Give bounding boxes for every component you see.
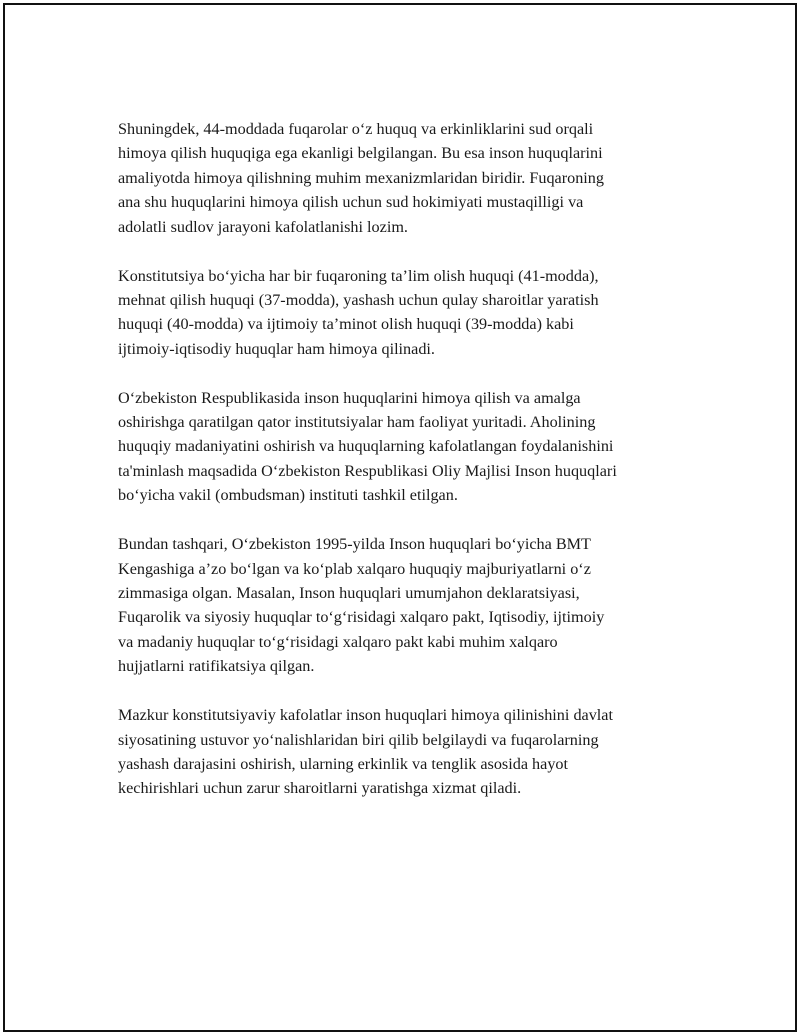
paragraph-3: O‘zbekiston Respublikasida inson huquqlarini himoya qilish va amalga oshirishga qaratilgan qator institutsiyalar ham faoliyat yuritadi. Aholining huquqiy madaniyatini oshirish va huquqlarning kafolatlangan foydalanishini ta'minlash maqsadida O‘zbekiston Respublikasi Oliy Majlisi Inson huquqlari bo‘yicha vakil (ombudsman) instituti tashkil etilgan.: [118, 388, 617, 505]
paragraph-5: Mazkur konstitutsiyaviy kafolatlar inson huquqlari himoya qilinishini davlat siyosatining ustuvor yo‘nalishlaridan biri qilib belgilaydi va fuqarolarning yashash darajasini oshirish, ularning erkinlik va tenglik asosida hayot kechirishlari uchun zarur sharoitlarni yaratishga xizmat qiladi.: [118, 706, 613, 798]
document-body: [118, 117, 698, 825]
paragraph-4: Bundan tashqari, O‘zbekiston 1995-yilda Inson huquqlari bo‘yicha BMT Kengashiga a’zo bo‘lgan va ko‘plab xalqaro huquqiy majburiyatlarni o‘z zimmasiga olgan. Masalan, Inson huquqlari umumjahon deklaratsiyasi, Fuqarolik va siyosiy huquqlar to‘g‘risidagi xalqaro pakt, Iqtisodiy, ijtimoiy va madaniy huquqlar to‘g‘risidagi xalqaro pakt kabi muhim xalqaro hujjatlarni ratifikatsiya qilgan.: [118, 535, 605, 676]
paragraph-2: Konstitutsiya bo‘yicha har bir fuqaroning ta’lim olish huquqi (41-modda), mehnat qilish huquqi (37-modda), yashash uchun qulay sharoitlar yaratish huquqi (40-modda) va ijtimoiy ta’minot olish huquqi (39-modda) kabi ijtimoiy-iqtisodiy huquqlar ham himoya qilinadi.: [118, 266, 599, 358]
paragraph-1: Shuningdek, 44-moddada fuqarolar o‘z huquq va erkinliklarini sud orqali himoya qilish huquqiga ega ekanligi belgilangan. Bu esa inson huquqlarini amaliyotda himoya qilishning muhim mexanizmlaridan biridir. Fuqaroning ana shu huquqlarini himoya qilish uchun sud hokimiyati mustaqilligi va adolatli sudlov jarayoni kafolatlanishi lozim.: [118, 120, 604, 236]
